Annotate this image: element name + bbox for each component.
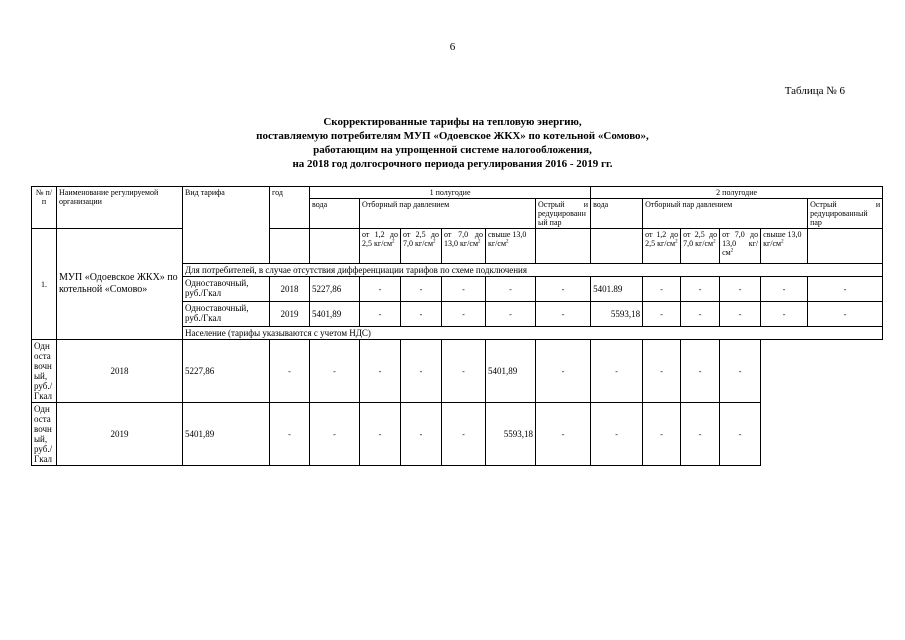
h2-p4-cell: - [761, 277, 808, 302]
header-sharp-steam-h2: Острый и редуцированный пар [808, 199, 883, 229]
h2-p3-cell: - [643, 403, 681, 466]
h1-p2-cell: - [310, 403, 360, 466]
title-line: Скорректированные тарифы на тепловую энергию, [323, 116, 582, 128]
row-number: 1. [32, 229, 57, 340]
h2-p4-cell: - [681, 403, 720, 466]
h2-p3-cell: - [643, 340, 681, 403]
empty-cell [310, 229, 360, 264]
tariff-type-cell: Одноставочный, руб./Гкал [183, 277, 270, 302]
h1-p3-cell: - [360, 403, 401, 466]
h1-p2-cell: - [310, 340, 360, 403]
h1-p2-cell: - [401, 302, 442, 327]
table-row [32, 403, 883, 466]
h1-water-cell: 5401,89 [183, 403, 270, 466]
h1-p1-cell: - [360, 302, 401, 327]
h2-water-cell: 5401.89 [591, 277, 643, 302]
h2-water-cell: 5593,18 [486, 403, 536, 466]
h2-p4-cell: - [681, 340, 720, 403]
h1-sharp-cell: - [442, 340, 486, 403]
h1-p4-cell: - [401, 340, 442, 403]
pressure-7-13-h2: от 7,0 до 13,0 $кг/см^2$ [720, 229, 761, 264]
h1-water-cell: 5401,89 [310, 302, 360, 327]
tariff-type-cell: Одноставочный, руб./Гкал [32, 403, 57, 466]
h1-water-cell: 5227,86 [310, 277, 360, 302]
h2-sharp-cell: - [808, 277, 883, 302]
section-title: Население (тарифы указываются с учетом НДС) [183, 327, 883, 340]
pressure-1-2-2-5-h1: от 1,2 до 2,5 $кг/см^2$ [360, 229, 401, 264]
empty-cell [536, 229, 591, 264]
h2-p4-cell: - [761, 302, 808, 327]
h1-p3-cell: - [360, 340, 401, 403]
year-cell: 2018 [270, 277, 310, 302]
h1-p3-cell: - [442, 277, 486, 302]
header-half2: 2 полугодие [591, 187, 883, 199]
h1-sharp-cell: - [442, 403, 486, 466]
h1-p1-cell: - [270, 403, 310, 466]
pressure-over-13-h1: свыше 13,0 $кг/см^2$ [486, 229, 536, 264]
pressure-2-5-7-h2: от 2,5 до 7,0 $кг/см^2$ [681, 229, 720, 264]
h1-sharp-cell: - [536, 302, 591, 327]
pressure-1-2-2-5-h2: от 1,2 до 2,5 $кг/см^2$ [643, 229, 681, 264]
h2-sharp-cell: - [808, 302, 883, 327]
table-label: Таблица № 6 [784, 85, 845, 97]
empty-cell [591, 229, 643, 264]
header-water-h2: вода [591, 199, 643, 229]
year-cell: 2018 [57, 340, 183, 403]
header-steam-h1: Отборный пар давлением [360, 199, 536, 229]
empty-cell [808, 229, 883, 264]
table-row [32, 340, 883, 403]
header-num: № п/п [32, 187, 57, 229]
h2-p2-cell: - [681, 302, 720, 327]
h2-sharp-cell: - [720, 403, 761, 466]
table-title [0, 115, 905, 171]
h1-p4-cell: - [486, 277, 536, 302]
header-org: Наименование регулируемой организации [57, 187, 183, 229]
header-half1: 1 полугодие [310, 187, 591, 199]
header-water-h1: вода [310, 199, 360, 229]
empty-cell [270, 229, 310, 264]
tariff-type-cell: Одноставочный, руб./Гкал [183, 302, 270, 327]
h2-sharp-cell: - [720, 340, 761, 403]
h1-water-cell: 5227,86 [183, 340, 270, 403]
h2-p1-cell: - [536, 340, 591, 403]
year-cell: 2019 [57, 403, 183, 466]
title-line: на 2018 год долгосрочного периода регулирования 2016 - 2019 гг. [292, 158, 613, 170]
pressure-2-5-7-h1: от 2,5 до 7,0 $кг/см^2$ [401, 229, 442, 264]
organization-name: МУП «Одоевское ЖКХ» по котельной «Сомово» [57, 229, 183, 340]
h2-water-cell: 5401,89 [486, 340, 536, 403]
h1-p3-cell: - [442, 302, 486, 327]
h2-p3-cell: - [720, 302, 761, 327]
pressure-over-13-h2: свыше 13,0 $кг/см^2$ [761, 229, 808, 264]
header-tariff-type: Вид тарифа [183, 187, 270, 264]
h1-p4-cell: - [401, 403, 442, 466]
pressure-7-13-h1: от 7,0 до 13,0 $кг/см^2$ [442, 229, 486, 264]
header-year: год [270, 187, 310, 229]
h1-p4-cell: - [486, 302, 536, 327]
year-cell: 2019 [270, 302, 310, 327]
h2-p3-cell: - [720, 277, 761, 302]
h2-p1-cell: - [536, 403, 591, 466]
h1-p2-cell: - [401, 277, 442, 302]
h1-sharp-cell: - [536, 277, 591, 302]
page-number: 6 [449, 41, 456, 53]
tariff-table [31, 186, 883, 466]
h1-p1-cell: - [360, 277, 401, 302]
h2-p1-cell: - [643, 302, 681, 327]
section-title: Для потребителей, в случае отсутствия дифференциации тарифов по схеме подключения [183, 264, 883, 277]
h2-water-cell: 5593,18 [591, 302, 643, 327]
h2-p2-cell: - [591, 340, 643, 403]
h1-p1-cell: - [270, 340, 310, 403]
header-sharp-steam-h1: Острый и редуцированный пар [536, 199, 591, 229]
header-steam-h2: Отборный пар давлением [643, 199, 808, 229]
h2-p1-cell: - [643, 277, 681, 302]
tariff-type-cell: Одноставочный, руб./Гкал [32, 340, 57, 403]
h2-p2-cell: - [681, 277, 720, 302]
h2-p2-cell: - [591, 403, 643, 466]
title-line: работающим на упрощенной системе налогообложения, [313, 144, 592, 156]
title-line: поставляемую потребителям МУП «Одоевское ЖКХ» по котельной «Сомово», [256, 130, 649, 142]
